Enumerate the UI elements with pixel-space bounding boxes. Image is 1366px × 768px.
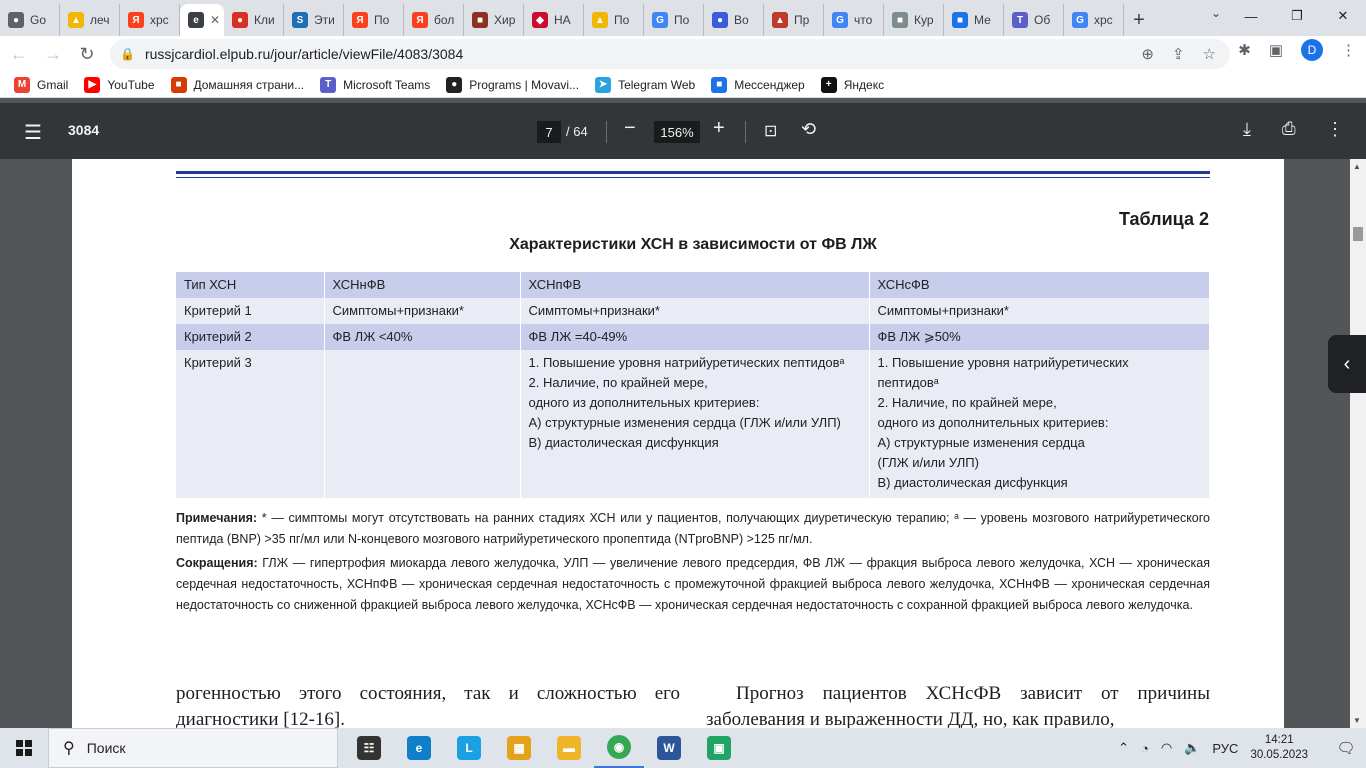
- new-tab-button[interactable]: +: [1133, 8, 1145, 31]
- bookmark-item[interactable]: [446, 77, 579, 93]
- tab-title: По: [614, 13, 630, 27]
- bookmark-item[interactable]: [711, 77, 804, 93]
- browser-tab[interactable]: [584, 4, 644, 36]
- tab-favicon-icon: Я: [352, 12, 368, 28]
- tab-favicon-icon: ■: [952, 12, 968, 28]
- bookmark-item[interactable]: [14, 77, 68, 93]
- volume-icon[interactable]: 🔈: [1184, 740, 1201, 755]
- back-icon[interactable]: ←: [10, 43, 28, 64]
- chrome-icon: ◉: [607, 735, 631, 759]
- close-window-icon[interactable]: ✕: [1337, 8, 1349, 23]
- bookmark-label: Gmail: [37, 77, 69, 92]
- taskbar-search-placeholder: Поиск: [86, 740, 126, 756]
- tab-title: Кли: [254, 13, 275, 27]
- zoom-input[interactable]: 156%: [654, 121, 700, 143]
- table-header-cell: ХСНпФВ: [520, 272, 869, 298]
- hamburger-menu-icon[interactable]: ☰: [24, 122, 42, 144]
- language-indicator[interactable]: РУС: [1212, 740, 1239, 756]
- bookmark-favicon-icon: T: [320, 77, 336, 93]
- table-row: [176, 298, 1210, 324]
- browser-tab[interactable]: [404, 4, 464, 36]
- tab-title: Эти: [314, 13, 335, 27]
- extensions-icon[interactable]: ✱: [1238, 42, 1251, 59]
- table-row: [176, 350, 1210, 498]
- tab-title: Пр: [794, 13, 810, 27]
- bookmark-label: Telegram Web: [618, 77, 696, 92]
- store-icon: ▦: [507, 736, 531, 760]
- share-icon[interactable]: ⇪: [1171, 46, 1185, 63]
- bookmark-favicon-icon: +: [821, 77, 837, 93]
- url-text[interactable]: russjcardiol.elpub.ru/jour/article/viewFile/4083/3084: [144, 46, 464, 62]
- bookmark-item[interactable]: [821, 77, 884, 93]
- table-cell: Критерий 2: [176, 324, 324, 350]
- table-title: Характеристики ХСН в зависимости от ФВ ЛЖ: [509, 236, 877, 253]
- bookmark-label: Microsoft Teams: [343, 77, 431, 92]
- bookmark-label: YouTube: [107, 77, 155, 92]
- scroll-down-icon[interactable]: ▼: [1353, 716, 1361, 725]
- edge-icon: e: [407, 736, 431, 760]
- tab-favicon-icon: G: [652, 12, 668, 28]
- forward-icon[interactable]: →: [44, 43, 62, 64]
- wifi-icon[interactable]: ◠: [1160, 740, 1173, 755]
- minimize-icon[interactable]: —: [1244, 8, 1258, 24]
- reload-icon[interactable]: ↻: [79, 43, 95, 64]
- green-app-icon: ▣: [707, 736, 731, 760]
- bookmark-star-icon[interactable]: ☆: [1202, 46, 1216, 63]
- windows-logo-icon: [16, 740, 32, 756]
- taskbar-app-green-app[interactable]: [694, 728, 744, 768]
- clock[interactable]: [1250, 733, 1308, 763]
- maximize-icon[interactable]: ❐: [1291, 8, 1303, 23]
- table-cell: ФВ ЛЖ =40-49%: [520, 324, 869, 350]
- word-icon: W: [657, 736, 681, 760]
- browser-tab[interactable]: [120, 4, 180, 36]
- browser-tab[interactable]: [464, 4, 524, 36]
- vertical-scrollbar[interactable]: [1350, 159, 1366, 728]
- browser-tab[interactable]: [644, 4, 704, 36]
- tab-favicon-icon: ▲: [592, 12, 608, 28]
- tab-title: Go: [30, 13, 47, 27]
- print-icon[interactable]: ⎙: [1282, 119, 1296, 138]
- tab-favicon-icon: ■: [892, 12, 908, 28]
- tab-favicon-icon: ●: [712, 12, 728, 28]
- tab-title: НА: [554, 13, 571, 27]
- tab-favicon-icon: S: [292, 12, 308, 28]
- browser-tab[interactable]: [284, 4, 344, 36]
- table-header-cell: Тип ХСН: [176, 272, 324, 298]
- bookmark-label: Programs | Movavi...: [469, 77, 580, 92]
- table-header-row: [176, 272, 1210, 298]
- bookmark-item[interactable]: [320, 77, 430, 93]
- notes-paragraph: [176, 508, 1210, 550]
- table-cell: Симптомы+признаки*: [324, 298, 520, 324]
- tab-favicon-icon: G: [1072, 12, 1088, 28]
- bookmark-item[interactable]: [595, 77, 695, 93]
- table-header-cell: ХСНнФВ: [324, 272, 520, 298]
- download-icon[interactable]: ⤓: [1243, 119, 1251, 139]
- tray-chevron-up-icon[interactable]: ⌃: [1118, 740, 1129, 755]
- table-cell: Симптомы+признаки*: [520, 298, 869, 324]
- browser-tab[interactable]: [884, 4, 944, 36]
- tab-title: Ме: [974, 13, 991, 27]
- tab-title: бол: [434, 13, 455, 27]
- pdf-toolbar: [0, 103, 1366, 159]
- scroll-up-icon[interactable]: ▲: [1353, 162, 1361, 171]
- tab-favicon-icon: ◆: [532, 12, 548, 28]
- scrollbar-thumb[interactable]: [1353, 227, 1363, 241]
- tab-title: По: [374, 13, 390, 27]
- browser-tab[interactable]: [224, 4, 284, 36]
- browser-tab[interactable]: [60, 4, 120, 36]
- abbreviations-paragraph: [176, 553, 1210, 616]
- table-cell: ФВ ЛЖ <40%: [324, 324, 520, 350]
- bookmark-favicon-icon: M: [14, 77, 30, 93]
- window-controls: [1228, 0, 1366, 32]
- toolbar-divider: [606, 121, 607, 143]
- table-header-cell: ХСНсФВ: [869, 272, 1210, 298]
- abbreviations-label: Сокращения:: [176, 556, 258, 570]
- tab-favicon-icon: Я: [128, 12, 144, 28]
- taskbar-app-file-explorer[interactable]: [544, 728, 594, 768]
- browser-tab[interactable]: [764, 4, 824, 36]
- tab-favicon-icon: ▲: [68, 12, 84, 28]
- tab-strip: [0, 0, 1366, 36]
- address-bar[interactable]: [110, 39, 1230, 69]
- browser-tab[interactable]: [1004, 4, 1064, 36]
- table-cell: 1. Повышение уровня натрийуретических пептидовᵃ 2. Наличие, по крайней мере, одного из дополнительных критериев: A) структурные изменения сердца (ГЛЖ и/или УЛП) B) диастолическая дисфункция: [520, 350, 869, 498]
- zoom-out-icon[interactable]: −: [624, 117, 636, 139]
- rotate-icon[interactable]: ⟲: [801, 119, 817, 139]
- table-cell: Критерий 3: [176, 350, 324, 498]
- browser-tab[interactable]: [1064, 4, 1124, 36]
- l-app-icon: L: [457, 736, 481, 760]
- notes-label: Примечания:: [176, 511, 258, 525]
- tab-title: хрс: [150, 13, 169, 27]
- bookmark-favicon-icon: ■: [171, 77, 187, 93]
- clock-date: 30.05.2023: [1250, 749, 1308, 761]
- bookmark-favicon-icon: ●: [446, 77, 462, 93]
- table-notes: [176, 508, 1210, 619]
- tab-title: Кур: [914, 13, 934, 27]
- browser-toolbar: [0, 36, 1366, 72]
- tab-favicon-icon: e: [188, 12, 204, 28]
- network-icon[interactable]: ◔: [1141, 740, 1149, 756]
- bookmark-item[interactable]: [84, 77, 154, 93]
- tab-favicon-icon: G: [832, 12, 848, 28]
- pdf-viewer[interactable]: [0, 159, 1366, 728]
- tab-favicon-icon: T: [1012, 12, 1028, 28]
- toolbar-divider: [745, 121, 746, 143]
- bookmark-favicon-icon: ➤: [595, 77, 611, 93]
- body-text-column-left: рогенностью этого состояния, так и сложностью его диагностики [12-16].: [176, 683, 680, 728]
- file-explorer-icon: ▬: [557, 736, 581, 760]
- pdf-title: 3084: [68, 122, 100, 138]
- table-cell: ФВ ЛЖ ⩾50%: [869, 324, 1210, 350]
- fit-page-icon[interactable]: ⊡: [764, 123, 778, 140]
- tab-favicon-icon: Я: [412, 12, 428, 28]
- browser-tab[interactable]: [944, 4, 1004, 36]
- browser-tab[interactable]: [180, 4, 224, 36]
- table-number: Таблица 2: [1118, 209, 1209, 229]
- pdf-page: [72, 159, 1284, 728]
- tab-title: Хир: [494, 13, 516, 27]
- tab-favicon-icon: ●: [8, 12, 24, 28]
- close-tab-icon[interactable]: ✕: [210, 13, 221, 27]
- windows-taskbar: [0, 728, 1366, 768]
- page-total: / 64: [566, 124, 588, 139]
- notifications-icon[interactable]: 🗨: [1336, 740, 1356, 757]
- table-cell: Симптомы+признаки*: [869, 298, 1210, 324]
- browser-tab[interactable]: [704, 4, 764, 36]
- tab-search-icon[interactable]: ⌄: [1210, 6, 1221, 20]
- tab-title: По: [674, 13, 690, 27]
- more-options-icon[interactable]: ⋮: [1326, 119, 1344, 139]
- page-number-input[interactable]: 7: [537, 121, 561, 143]
- bookmark-label: Яндекс: [843, 77, 885, 92]
- bookmarks-bar: [0, 72, 1366, 98]
- tab-title: леч: [90, 13, 110, 27]
- bookmark-favicon-icon: ▶: [84, 77, 100, 93]
- menu-kebab-icon[interactable]: ⋮: [1341, 42, 1356, 59]
- taskbar-app-word[interactable]: [644, 728, 694, 768]
- taskbar-app-store[interactable]: [494, 728, 544, 768]
- taskbar-apps: [344, 728, 744, 768]
- table-cell: Критерий 1: [176, 298, 324, 324]
- bookmark-favicon-icon: ■: [711, 77, 727, 93]
- side-panel-icon[interactable]: ▣: [1268, 42, 1283, 59]
- tab-title: Во: [734, 13, 749, 27]
- browser-tab[interactable]: [344, 4, 404, 36]
- header-rule-thick: [176, 171, 1210, 174]
- table-cell: [324, 350, 520, 498]
- abbreviations-text: ГЛЖ — гипертрофия миокарда левого желудочка, УЛП — увеличение левого предсердия, ФВ ЛЖ — фракция выброса левого желудочка, ХСН — хроническая сердечная недостаточность, ХСНпФВ — хроническая сердечная недостаточность с промежуточной фракцией выброса левого желудочка, ХСНнФВ — хроническая сердечная недостаточность со сниженной фракцией выброса левого желудочка, ХСНсФВ — хроническая сердечная недостаточность с сохранной фракцией выброса левого желудочка.: [176, 556, 1210, 612]
- lock-icon[interactable]: 🔒: [120, 47, 135, 61]
- tab-title: Об: [1034, 13, 1051, 27]
- browser-tab[interactable]: [0, 4, 60, 36]
- taskbar-search[interactable]: [48, 728, 338, 768]
- criteria-table: [176, 272, 1210, 498]
- profile-avatar[interactable]: D: [1301, 39, 1323, 61]
- task-view-icon: ☷: [357, 736, 381, 760]
- zoom-icon[interactable]: ⊕: [1141, 46, 1154, 63]
- taskbar-app-edge[interactable]: [394, 728, 444, 768]
- search-icon: ⚲: [63, 740, 75, 757]
- tabs-container: [0, 4, 1124, 36]
- taskbar-app-chrome[interactable]: [594, 728, 644, 768]
- browser-tab[interactable]: [524, 4, 584, 36]
- tab-favicon-icon: ▲: [772, 12, 788, 28]
- taskbar-app-l-app[interactable]: [444, 728, 494, 768]
- side-panel-toggle-chevron-left-icon[interactable]: ‹: [1328, 335, 1366, 393]
- bookmark-item[interactable]: [171, 77, 305, 93]
- clock-time: 14:21: [1264, 734, 1294, 746]
- header-rule-thin: [176, 177, 1210, 178]
- tab-title: что: [854, 13, 873, 27]
- table-row: [176, 324, 1210, 350]
- start-button[interactable]: [0, 728, 48, 768]
- table-cell: 1. Повышение уровня натрийуретических пептидовᵃ 2. Наличие, по крайней мере, одного из дополнительных критериев: A) структурные изменения сердца (ГЛЖ и/или УЛП) B) диастолическая дисфункция: [869, 350, 1210, 498]
- notes-text: * — симптомы могут отсутствовать на ранних стадиях ХСН или у пациентов, получающих диуретическую терапию; ᵃ — уровень мозгового натрийуретического пептида (BNP) >35 пг/мл или N-концевого мозгового натрийуретического пропептида (NTproBNP) >125 пг/мл.: [176, 511, 1210, 546]
- browser-tab[interactable]: [824, 4, 884, 36]
- bookmark-label: Домашняя страни...: [193, 77, 305, 92]
- tab-favicon-icon: ●: [232, 12, 248, 28]
- tab-title: хрс: [1094, 13, 1113, 27]
- tab-favicon-icon: ■: [472, 12, 488, 28]
- taskbar-app-task-view[interactable]: [344, 728, 394, 768]
- body-text-column-right: Прогноз пациентов ХСНсФВ зависит от причины заболевания и выраженности ДД, но, как правило,: [706, 683, 1210, 728]
- bookmark-label: Мессенджер: [734, 77, 805, 92]
- zoom-in-icon[interactable]: +: [713, 117, 725, 139]
- system-tray: [1118, 728, 1366, 768]
